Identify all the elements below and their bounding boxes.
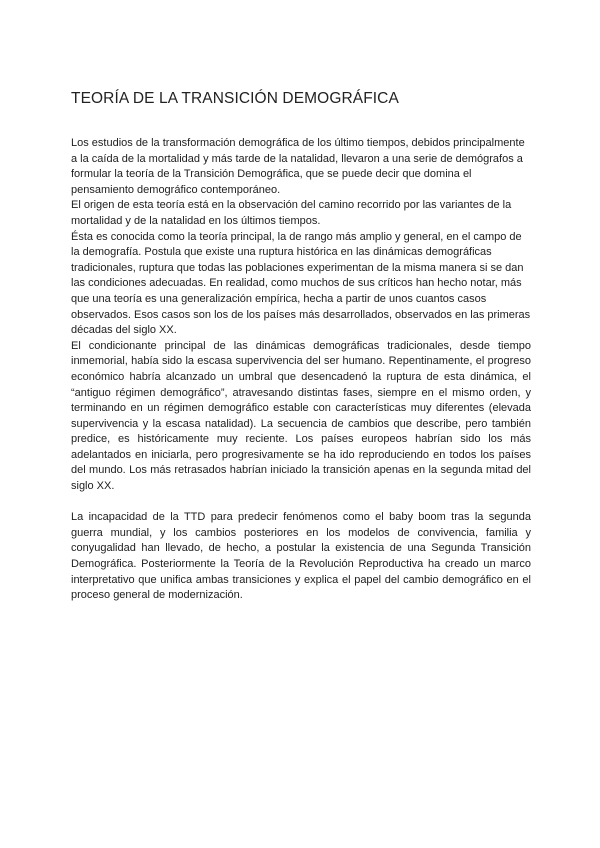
paragraph-origin: El origen de esta teoría está en la observación del camino recorrido por las variantes de la mortalidad y de la natalidad en los últimos tiempos. [71, 199, 512, 227]
paragraph-main-theory: Ésta es conocida como la teoría principal, la de rango más amplio y general, en el campo de la demografía. Postula que existe una ruptura histórica en las dinámicas demográficas tradicionales, ruptura que todas las poblaciones experimentan de la misma manera si se dan las condiciones adecuadas. En realidad, como muchos de sus críticos han hecho notar, más que una teoría es una generalización empírica, hecha a partir de unos cuantos casos observados. Esos casos son los de los países más desarrollados, observados en las primeras décadas del siglo XX. [71, 230, 531, 337]
paragraph-conditioning: El condicionante principal de las dinámicas demográficas tradicionales, desde tiempo inmemorial, había sido la escasa supervivencia del ser humano. Repentinamente, el progreso económico habría alcanzado un umbral que desencadenó la ruptura de esta dinámica, el “antiguo régimen demográfico”, atravesando distintas fases, siempre en el mismo orden, y terminando en un régimen demográfico estable con características muy diferentes (elevada supervivencia y la escasa natalidad). La secuencia de cambios que describe, pero también predice, es históricamente muy reciente. Los países europeos habrían sido los más adelantados en iniciarla, pero progresivamente se ha ido reproduciendo en todos los países del mundo. Los más retrasados habrían iniciado la transición apenas en la segunda mitad del siglo XX. [71, 339, 531, 493]
paragraph-intro: Los estudios de la transformación demográfica de los último tiempos, debidos principalmente a la caída de la mortalidad y más tarde de la natalidad, llevaron a una serie de demógrafos a formular la teoría de la Transición Demográfica, que se puede decir que domina el pensamiento demográfico contemporáneo. [71, 137, 525, 196]
paragraph-incapacity: La incapacidad de la TTD para predecir fenómenos como el baby boom tras la segunda guerra mundial, y los cambios posteriores en los modelos de convivencia, familia y conyugalidad han llevado, de hecho, a postular la existencia de una Segunda Transición Demográfica. Posteriormente la Teoría de la Revolución Reproductiva ha creado un marco interpretativo que unifica ambas transiciones y explica el papel del cambio demográfico en el proceso general de modernización. [71, 511, 531, 602]
document-title: TEORÍA DE LA TRANSICIÓN DEMOGRÁFICA [71, 90, 399, 107]
document-body [71, 136, 531, 604]
